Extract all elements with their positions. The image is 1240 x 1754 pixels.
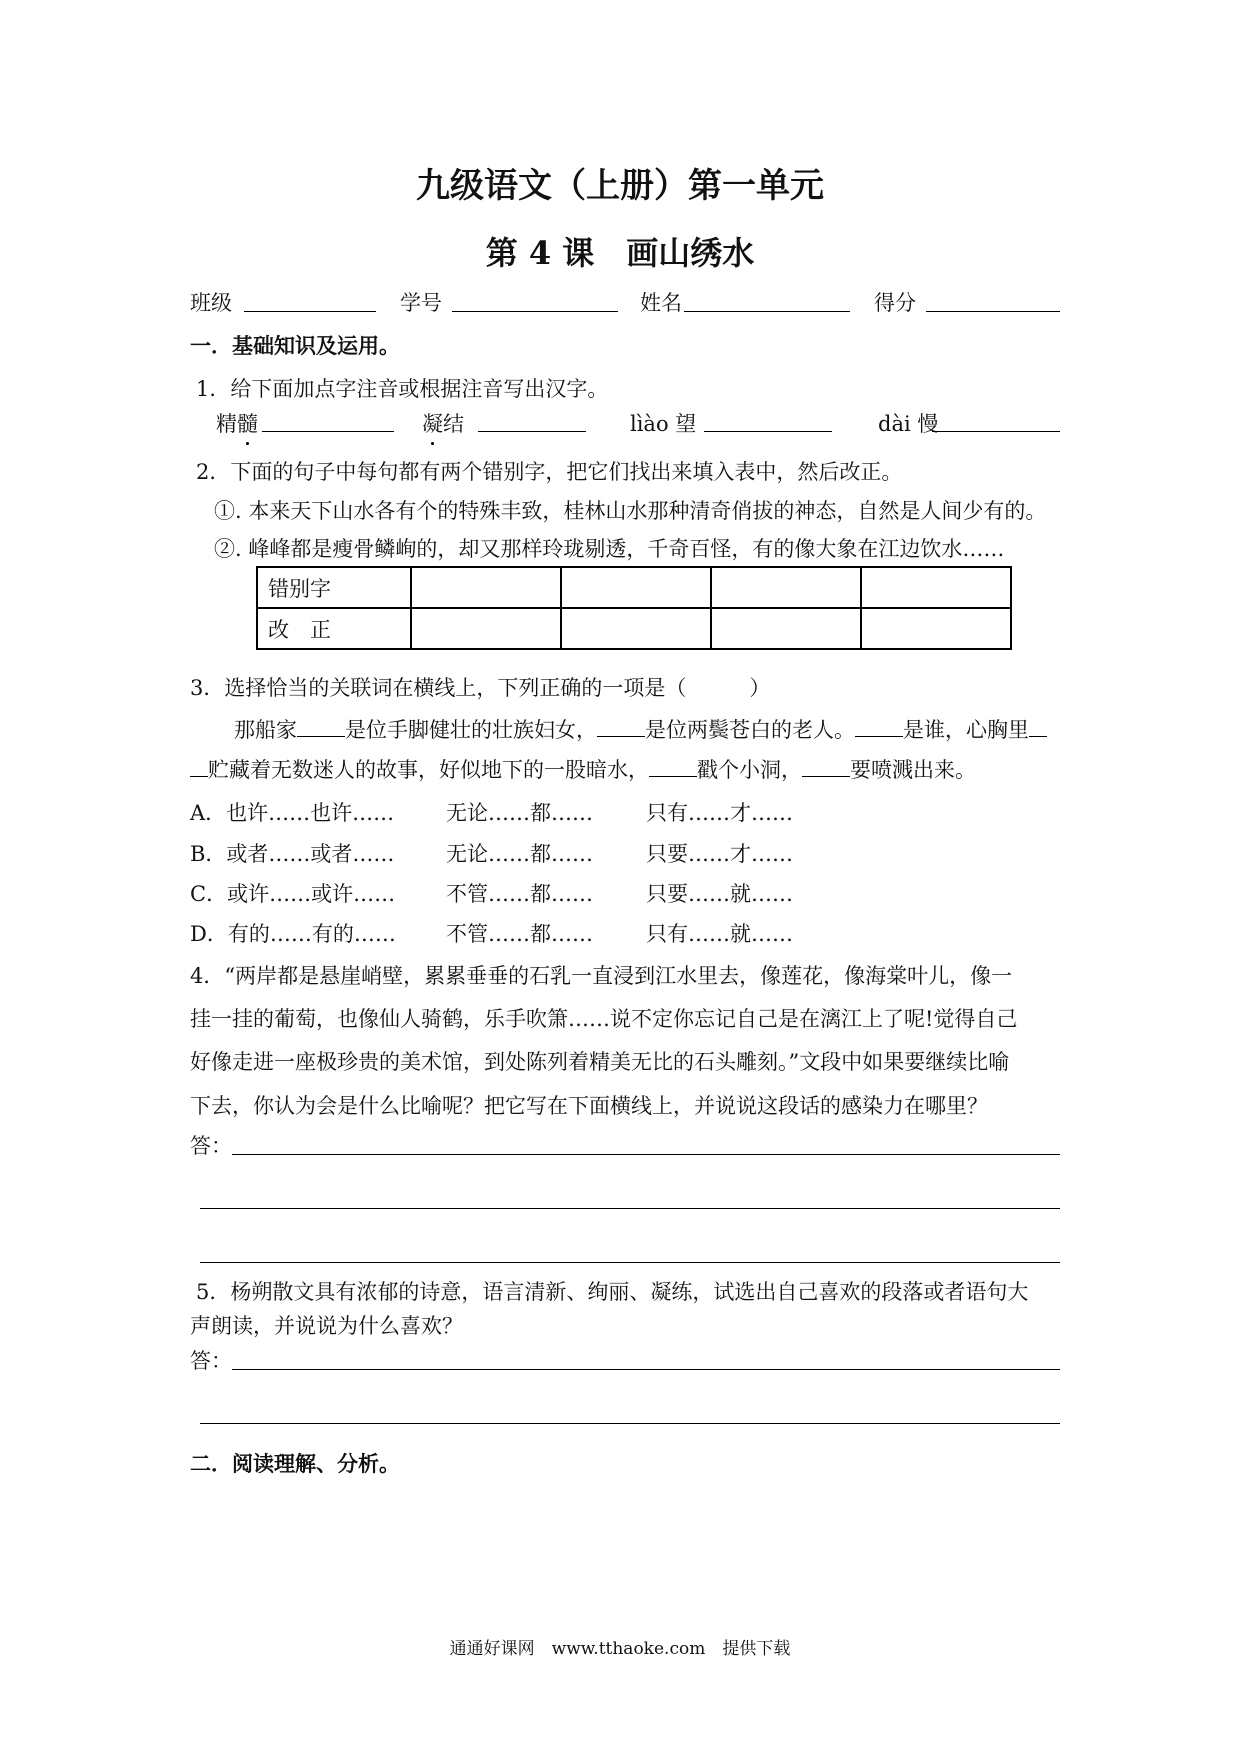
q3-passage-line-2: [190, 754, 976, 784]
table-cell[interactable]: [561, 608, 711, 649]
q3-text: 那船家: [234, 718, 297, 742]
table-cell[interactable]: [861, 608, 1011, 649]
q3-option-d[interactable]: D．有的……有的……: [190, 922, 396, 946]
class-blank[interactable]: [244, 311, 376, 312]
footer-note: 通通好课网 www.tthaoke.com 提供下载: [449, 1639, 791, 1659]
q1-item-4: dài 慢: [878, 412, 939, 436]
student-number-label: 学号: [400, 291, 442, 315]
q3-blank[interactable]: [855, 718, 903, 737]
table-row-header: 错别字: [257, 567, 411, 608]
q3-option-d-c: 只有……就……: [646, 922, 793, 946]
table-cell[interactable]: [711, 567, 861, 608]
table-cell[interactable]: [411, 567, 561, 608]
q3-option-a-b: 无论……都……: [446, 801, 593, 825]
q3-text: 是谁，心胸里: [903, 718, 1029, 742]
q3-prompt: 3．选择恰当的关联词在横线上，下列正确的一项是（ ）: [190, 676, 771, 700]
lesson-title: 第 4 课 画山绣水: [485, 234, 755, 272]
table-cell[interactable]: [411, 608, 561, 649]
q1-item-3: lìào 望: [630, 412, 697, 436]
q3-passage-line-1: [234, 714, 1047, 744]
q3-option-c[interactable]: C．或许……或许……: [190, 882, 396, 906]
q3-text: 要喷溅出来。: [850, 758, 976, 782]
section2-heading: 二．阅读理解、分析。: [190, 1451, 400, 1476]
q3-blank[interactable]: [597, 718, 645, 737]
q4-line-2: 挂一挂的葡萄，也像仙人骑鹤，乐手吹箫……说不定你忘记自己是在漓江上了呢!觉得自己: [190, 1007, 1018, 1031]
q5-answer-line-2[interactable]: [200, 1423, 1060, 1424]
q1-item-1-char: 精: [216, 412, 237, 436]
q3-text: 戳个小洞，: [697, 758, 802, 782]
q3-option-b-c: 只要……才……: [646, 842, 793, 866]
table-row: [257, 567, 1011, 608]
q2-sentence-1: ①. 本来天下山水各有个的特殊丰致，桂林山水那种清奇俏拔的神态，自然是人间少有的。: [214, 499, 1047, 523]
q1-item-1-dotted: 髓: [237, 408, 258, 438]
section1-heading: 一．基础知识及运用。: [190, 333, 400, 358]
q3-blank[interactable]: [297, 718, 345, 737]
q3-text: 是位手脚健壮的壮族妇女，: [345, 718, 597, 742]
q5-line-2: 声朗读，并说说为什么喜欢？: [190, 1314, 463, 1338]
class-label: 班级: [190, 291, 232, 315]
q1-prompt: 1．给下面加点字注音或根据注音写出汉字。: [196, 377, 609, 401]
q3-option-d-b: 不管……都……: [446, 922, 593, 946]
q3-option-b[interactable]: B．或者……或者……: [190, 842, 395, 866]
q3-blank[interactable]: [649, 758, 697, 777]
q3-blank[interactable]: [1029, 718, 1047, 737]
q2-prompt: 2．下面的句子中每句都有两个错别字，把它们找出来填入表中，然后改正。: [196, 460, 903, 484]
q3-text: 是位两鬓苍白的老人。: [645, 718, 855, 742]
q5-line-1: 5．杨朔散文具有浓郁的诗意，语言清新、绚丽、凝练，试选出自己喜欢的段落或者语句大: [196, 1280, 1029, 1304]
q3-text: 贮藏着无数迷人的故事，好似地下的一股暗水，: [208, 758, 649, 782]
correction-table: [256, 566, 1012, 650]
q1-blank-3[interactable]: [704, 431, 832, 432]
worksheet-title: 九级语文（上册）第一单元: [416, 166, 824, 206]
q3-option-b-b: 无论……都……: [446, 842, 593, 866]
q4-line-3: 好像走进一座极珍贵的美术馆，到处陈列着精美无比的石头雕刻。”文段中如果要继续比喻: [190, 1050, 1010, 1074]
q1-blank-4[interactable]: [932, 431, 1060, 432]
q5-answer-line-1[interactable]: [232, 1369, 1060, 1370]
q3-option-a-c: 只有……才……: [646, 801, 793, 825]
table-cell[interactable]: [561, 567, 711, 608]
q4-line-4: 下去，你认为会是什么比喻呢？把它写在下面横线上，并说说这段话的感染力在哪里？: [190, 1094, 988, 1118]
q5-answer-label: 答：: [190, 1349, 232, 1373]
q3-option-c-c: 只要……就……: [646, 882, 793, 906]
q1-item-1: [216, 408, 258, 438]
table-cell[interactable]: [711, 608, 861, 649]
table-row-header: 改 正: [257, 608, 411, 649]
q1-blank-2[interactable]: [478, 431, 586, 432]
q3-blank[interactable]: [190, 758, 208, 777]
q4-line-1: 4．“两岸都是悬崖峭壁，累累垂垂的石乳一直浸到江水里去，像莲花，像海棠叶儿，像一: [190, 964, 1013, 988]
q1-item-2-dotted: 凝: [422, 408, 443, 438]
q3-option-a[interactable]: A．也许……也许……: [190, 801, 395, 825]
score-blank[interactable]: [926, 311, 1060, 312]
table-cell[interactable]: [861, 567, 1011, 608]
q1-item-2-char: 结: [443, 412, 464, 436]
q3-option-c-b: 不管……都……: [446, 882, 593, 906]
name-blank[interactable]: [684, 311, 850, 312]
table-row: [257, 608, 1011, 649]
q4-answer-label: 答：: [190, 1134, 232, 1158]
q2-sentence-2: ②. 峰峰都是瘦骨鳞峋的，却又那样玲珑剔透，千奇百怪，有的像大象在江边饮水……: [214, 537, 1005, 561]
name-label: 姓名: [640, 291, 682, 315]
q4-answer-line-2[interactable]: [200, 1208, 1060, 1209]
q1-item-2: [422, 408, 464, 438]
q4-answer-line-1[interactable]: [232, 1154, 1060, 1155]
q3-blank[interactable]: [802, 758, 850, 777]
q4-answer-line-3[interactable]: [200, 1262, 1060, 1263]
score-label: 得分: [874, 291, 916, 315]
student-number-blank[interactable]: [452, 311, 618, 312]
q1-blank-1[interactable]: [262, 431, 394, 432]
